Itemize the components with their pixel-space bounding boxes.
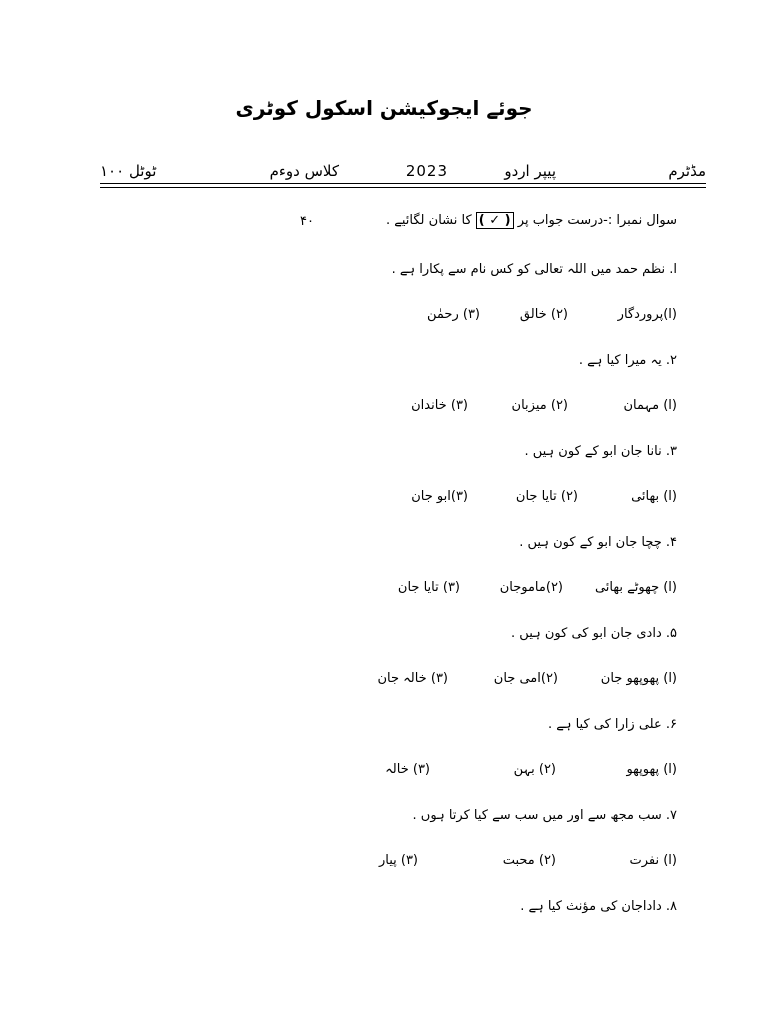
paper-label: پیپر اردو	[504, 162, 556, 180]
header-rule-top	[100, 183, 706, 184]
question-2: ۲. یہ میرا کیا ہے .	[578, 353, 677, 368]
q2-option-1: (ا) مہمان	[623, 398, 677, 413]
term-label: مڈٹرم	[668, 162, 706, 180]
q3-option-3: (۳)ابو جان	[411, 489, 468, 504]
q1-option-1: (ا)پروردگار	[617, 307, 677, 322]
q5-option-1: (ا) پھوپھو جان	[600, 671, 677, 686]
q6-option-2: (۲) بہن	[513, 762, 556, 777]
school-title: جوئے ایجوکیشن اسکول کوٹری	[235, 96, 533, 120]
instruction-text-a: سوال نمبرا :-درست جواب پر	[517, 213, 677, 228]
q7-option-1: (ا) نفرت	[629, 853, 677, 868]
q1-option-2: (۲) خالق	[519, 307, 568, 322]
question-3: ۳. نانا جان ابو کے کون ہیں .	[524, 444, 677, 459]
question-5: ۵. دادی جان ابو کی کون ہیں .	[511, 626, 677, 641]
class-label: کلاس دوءم	[269, 162, 339, 180]
question-6: ۶. علی زارا کی کیا ہے .	[547, 717, 677, 732]
question-7: ۷. سب مجھ سے اور میں سب سے کیا کرتا ہوں .	[412, 808, 677, 823]
question-4: ۴. چچا جان ابو کے کون ہیں .	[519, 535, 677, 550]
q4-option-1: (ا) چھوٹے بھائی	[594, 580, 677, 595]
q2-option-3: (۳) خاندان	[411, 398, 468, 413]
q3-option-1: (ا) بھائی	[631, 489, 677, 504]
q3-option-2: (۲) تایا جان	[515, 489, 578, 504]
q7-option-2: (۲) محبت	[502, 853, 556, 868]
q2-option-2: (۲) میزبان	[511, 398, 568, 413]
section-marks: ۴۰	[300, 214, 314, 229]
q6-option-1: (ا) پھوپھو	[626, 762, 677, 777]
q4-option-3: (۳) تایا جان	[397, 580, 460, 595]
q5-option-2: (۲)امی جان	[493, 671, 558, 686]
q5-option-3: (۳) خالہ جان	[377, 671, 448, 686]
q4-option-2: (۲)ماموجان	[499, 580, 563, 595]
q7-option-3: (۳) پیار	[378, 853, 418, 868]
instruction-text-b: کا نشان لگائیے .	[385, 213, 472, 228]
header-rule-bottom	[100, 187, 706, 188]
question-8: ۸. داداجان کی مؤنث کیا ہے .	[520, 899, 677, 914]
question-1: ا. نظم حمد میں اللہ تعالی کو کس نام سے پکارا ہے .	[391, 262, 677, 277]
paper-header	[100, 162, 706, 184]
total-label: ٹوٹل ۱۰۰	[100, 162, 157, 180]
q6-option-3: (۳) خالہ	[385, 762, 430, 777]
tick-mark-icon: ( ✓ )	[476, 212, 514, 229]
q1-option-3: (۳) رحمٰن	[427, 307, 480, 322]
section-instruction	[386, 212, 677, 229]
year-label: 2023	[405, 162, 448, 180]
